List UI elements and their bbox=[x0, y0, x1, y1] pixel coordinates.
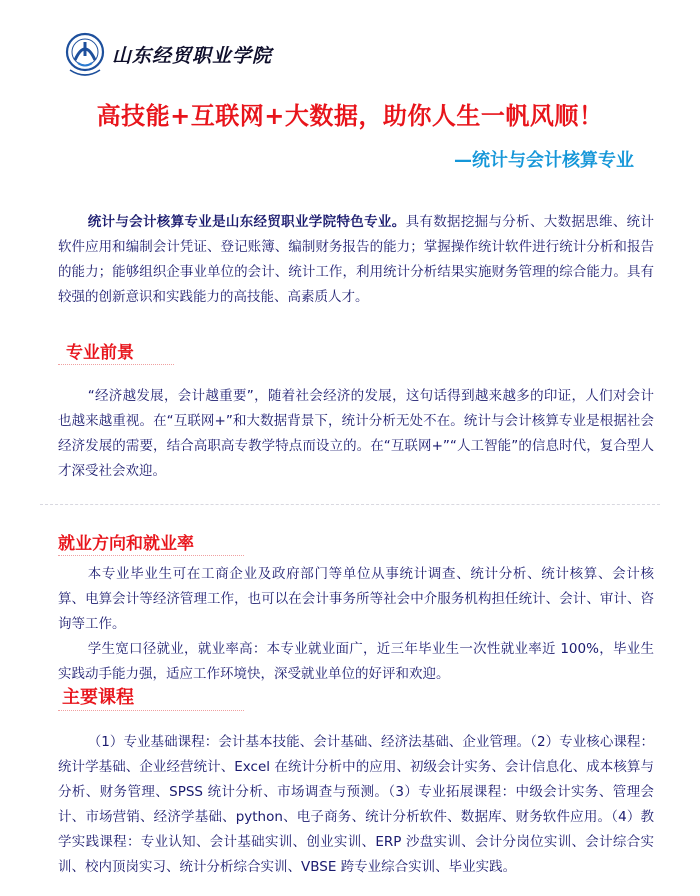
courses-paragraph: （1）专业基础课程：会计基本技能、会计基础、经济法基础、企业管理。（2）专业核心课程：统计学基础、企业经营统计、Excel 在统计分析中的应用、初级会计实务、会计信息化、成本核算与分析、财务管理、SPSS 统计分析、市场调查与预测。（3）专业拓展课程：中级会计实务、管理会计、市场营销、经济学基础、python、电子商务、统计分析软件、数据库、财务软件应用。（4）教学实践课程：专业认知、会计基础实训、创业实训、ERP 沙盘实训、会计分岗位实训、会计综合实训、校内顶岗实习、统计分析综合实训、VBSE 跨专业综合实训、毕业实践。 bbox=[58, 734, 654, 875]
courses-heading-underline bbox=[58, 710, 244, 711]
intro-lead: 统计与会计核算专业是山东经贸职业学院特色专业。 bbox=[87, 214, 406, 230]
employment-paragraph-1: 本专业毕业生可在工商企业及政府部门等单位从事统计调查、统计分析、统计核算、会计核算、电算会计等经济管理工作，也可以在会计事务所等社会中介服务机构担任统计、会计、审计、咨询等工作。 bbox=[58, 566, 654, 632]
employment-heading-underline bbox=[58, 555, 244, 556]
employment-paragraph-2: 学生宽口径就业，就业率高：本专业就业面广，近三年毕业生一次性就业率近 100%，毕业生实践动手能力强，适应工作环境快，深受就业单位的好评和欢迎。 bbox=[58, 641, 654, 682]
prospects-heading-underline bbox=[58, 364, 174, 365]
page-headline: 高技能+互联网+大数据，助你人生一帆风顺！ bbox=[96, 102, 604, 130]
school-logo bbox=[64, 30, 272, 78]
courses-heading: 主要课程 bbox=[62, 687, 134, 708]
prospects-heading: 专业前景 bbox=[66, 343, 134, 363]
intro-body: 具有数据挖掘与分析、大数据思维、统计软件应用和编制会计凭证、登记账簿、编制财务报告的能力；掌握操作统计软件进行统计分析和报告的能力；能够组织企事业单位的会计、统计工作，利用统计分析结果实施财务管理的综合能力。具有较强的创新意识和实践能力的高技能、高素质人才。 bbox=[58, 214, 655, 305]
major-subtitle: —统计与会计核算专业 bbox=[454, 150, 634, 171]
prospects-paragraph: “经济越发展，会计越重要”，随着社会经济的发展，这句话得到越来越多的印证，人们对会计也越来越重视。在“互联网+”和大数据背景下，统计分析无处不在。统计与会计核算专业是根据社会经济发展的需要，结合高职高专教学特点而设立的。在“互联网+”“人工智能”的信息时代，复合型人才深受社会欢迎。 bbox=[58, 388, 654, 479]
employment-heading: 就业方向和就业率 bbox=[58, 534, 194, 554]
school-emblem-icon bbox=[64, 30, 106, 78]
intro-paragraph bbox=[58, 210, 654, 310]
school-name: 山东经贸职业学院 bbox=[112, 44, 273, 67]
section-divider bbox=[40, 504, 660, 505]
